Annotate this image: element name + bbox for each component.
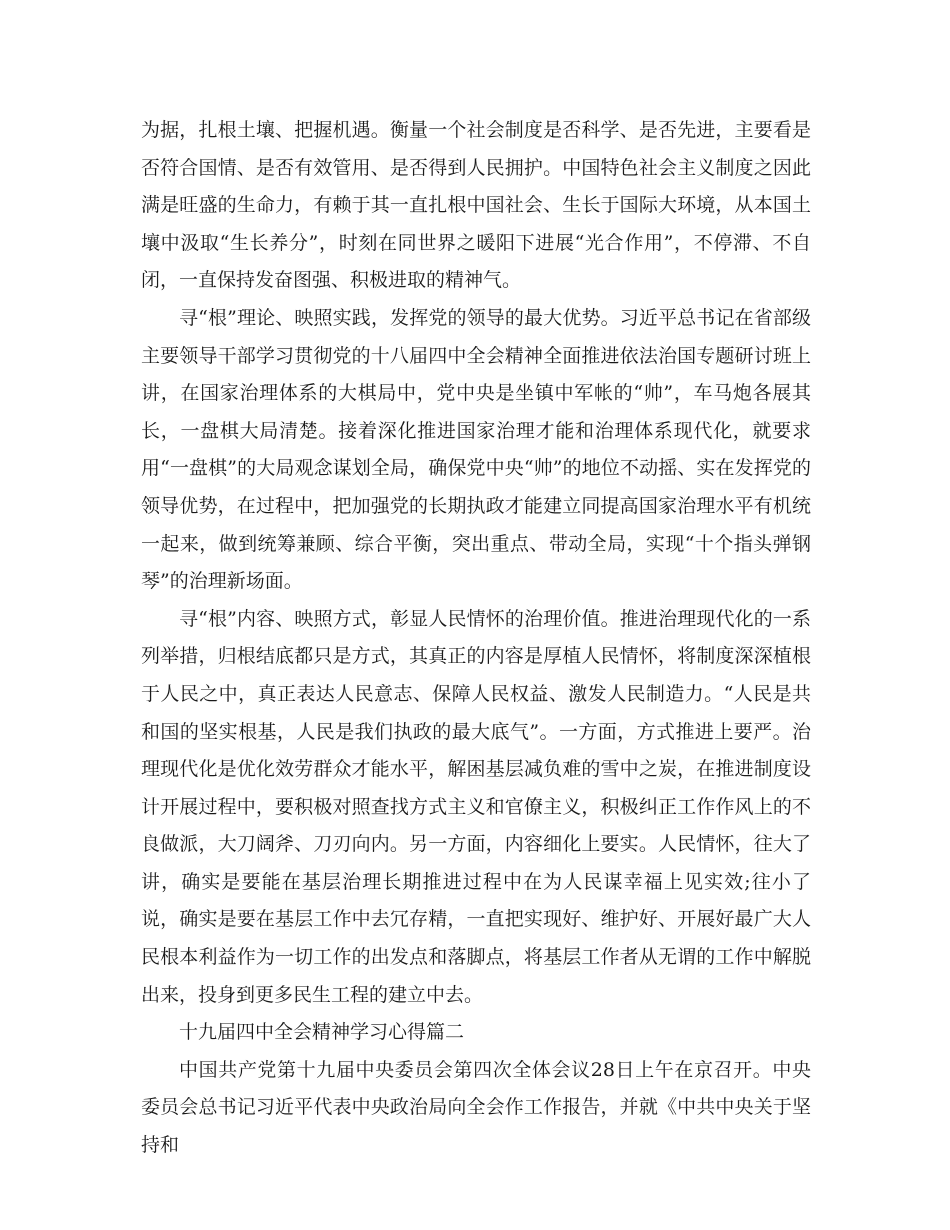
paragraph-plenary-session: 中国共产党第十九届中央委员会第四次全体会议28日上午在京召开。中央委员会总书记习近平代表中央政治局向全会作工作报告，并就《中共中央关于坚持和 bbox=[141, 1058, 811, 1157]
paragraph-people-values: 寻“根”内容、映照方式，彰显人民情怀的治理价值。推进治理现代化的一系列举措，归根结底都只是方式，其真正的内容是厚植人民情怀，将制度深深植根于人民之中，真正表达人民意志、保障人民权益、激发人民制造力。“人民是共和国的坚实根基，人民是我们执政的最大底气”。一方面，方式推进上要严。治理现代化是优化效劳群众才能水平，解困基层减负难的雪中之炭，在推进制度设计开展过程中，要积极对照查找方式主义和官僚主义，积极纠正工作作风上的不良做派，大刀阔斧、刀刃向内。另一方面，内容细化上要实。人民情怀，往大了讲，确实是要能在基层治理长期推进过程中在为人民谋幸福上见实效;往小了说，确实是要在基层工作中去冗存精，一直把实现好、维护好、开展好最广大人民根本利益作为一切工作的出发点和落脚点，将基层工作者从无谓的工作中解脱出来，投身到更多民生工程的建立中去。 bbox=[141, 607, 811, 1006]
document-body bbox=[141, 112, 811, 1165]
paragraph-party-leadership: 寻“根”理论、映照实践，发挥党的领导的最大优势。习近平总书记在省部级主要领导干部学习贯彻党的十八届四中全会精神全面推进依法治国专题研讨班上讲，在国家治理体系的大棋局中，党中央是坐镇中军帐的“帅”，车马炮各展其长，一盘棋大局清楚。接着深化推进国家治理才能和治理体系现代化，就要求用“一盘棋”的大局观念谋划全局，确保党中央“帅”的地位不动摇、实在发挥党的领导优势，在过程中，把加强党的长期执政才能建立同提高国家治理水平有机统一起来，做到统筹兼顾、综合平衡，突出重点、带动全局，实现“十个指头弹钢琴”的治理新场面。 bbox=[141, 306, 811, 593]
section-heading: 十九届四中全会精神学习心得篇二 bbox=[179, 1021, 465, 1044]
paragraph-continuation: 为据，扎根土壤、把握机遇。衡量一个社会制度是否科学、是否先进，主要看是否符合国情、是否有效管用、是否得到人民拥护。中国特色社会主义制度之因此满是旺盛的生命力，有赖于其一直扎根中国社会、生长于国际大环境，从本国土壤中汲取“生长养分”，时刻在同世界之暖阳下进展“光合作用”，不停滞、不自闭，一直保持发奋图强、积极进取的精神气。 bbox=[141, 119, 811, 292]
